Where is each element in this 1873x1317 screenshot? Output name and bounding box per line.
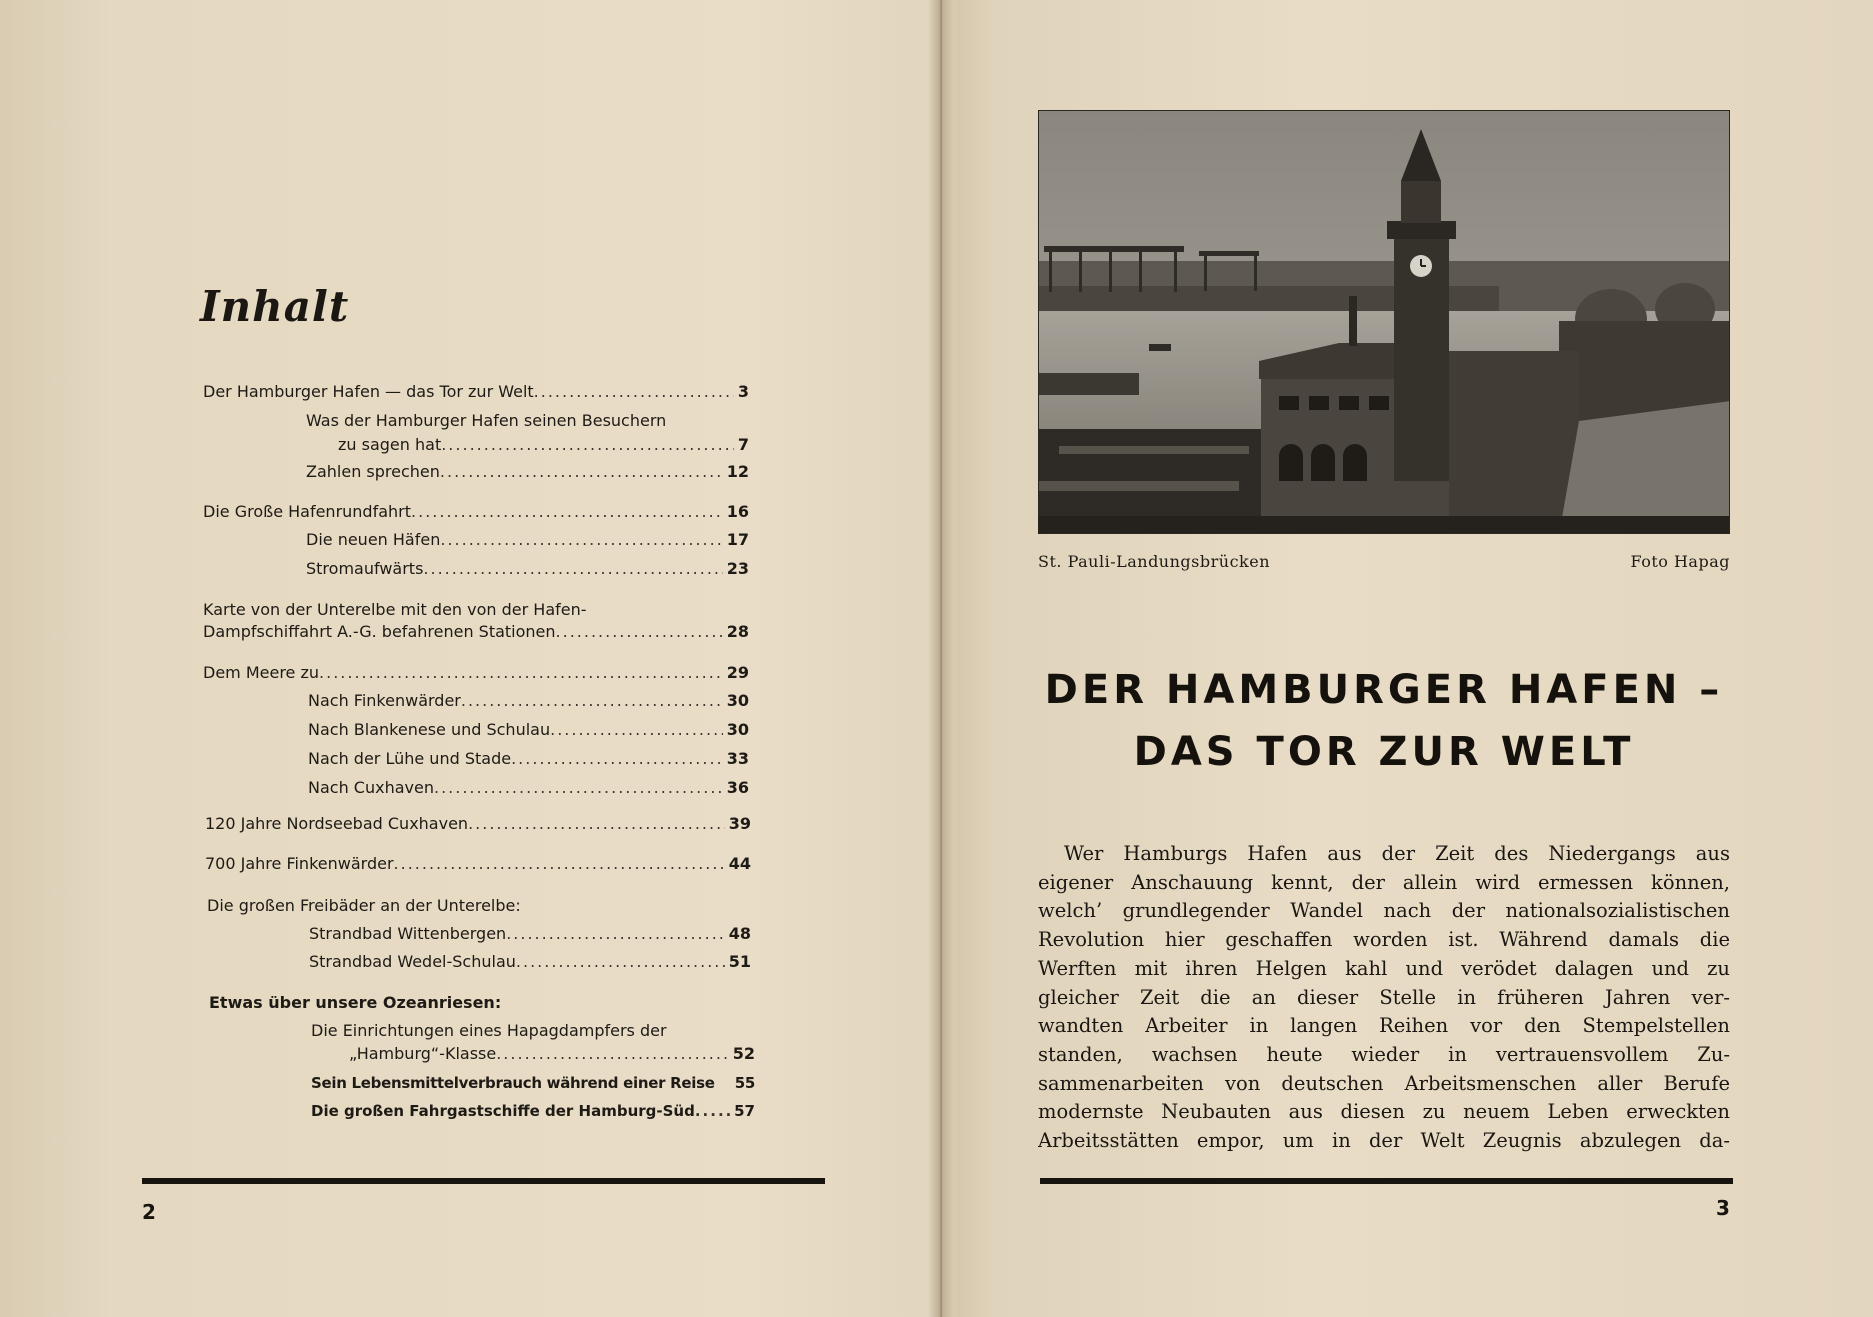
toc-entry: Strandbad Wedel-Schulau ..... 51 [309, 950, 751, 974]
toc-entry-line1: Die Einrichtungen eines Hapagdampfers der [311, 1021, 667, 1040]
body-line: Arbeitsstätten empor, um in der Welt Zeugnis abzulegen da- [1038, 1129, 1730, 1153]
toc-entry: Die großen Fahrgastschiffe der Hamburg-Süd ..... 57 [311, 1099, 755, 1123]
body-line: standen, wachsen heute wieder in vertrauensvollem Zu- [1038, 1042, 1730, 1066]
article-title-line2: DAS TOR ZUR WELT [1133, 729, 1635, 775]
body-line: modernste Neubauten aus diesen zu neuem Leben erweckten [1038, 1100, 1730, 1124]
footer-rule [1040, 1178, 1733, 1184]
left-page-contents [0, 0, 936, 1317]
toc-entry: Strandbad Wittenbergen ..... 48 [309, 922, 751, 946]
toc-entry: Nach Cuxhaven ..... 36 [308, 776, 749, 800]
right-page-article [946, 0, 1873, 1317]
toc-entry: Dampfschiffahrt A.-G. befahrenen Stationen ..... 28 [203, 620, 749, 644]
body-line: eigener Anschauung kennt, der allein wird ermessen können, [1038, 870, 1730, 894]
toc-entry: Der Hamburger Hafen — das Tor zur Welt ..... 3 [203, 380, 749, 404]
body-line: Werften mit ihren Helgen kahl und verödet dalagen und zu [1038, 956, 1730, 980]
toc-entry: Sein Lebensmittelverbrauch während einer Reise 55 [311, 1074, 755, 1092]
toc-entry: Nach Blankenese und Schulau ..... 30 [308, 718, 749, 742]
footer-rule [142, 1178, 825, 1184]
toc-entry: Stromaufwärts ..... 23 [306, 557, 749, 581]
toc-entry: zu sagen hat ..... 7 [338, 433, 749, 457]
toc-entry: Nach Finkenwärder ..... 30 [308, 689, 749, 713]
toc-entry: 120 Jahre Nordseebad Cuxhaven ..... 39 [205, 812, 751, 836]
toc-heading: Inhalt [200, 282, 350, 331]
photo-caption: St. Pauli-Landungsbrücken [1038, 552, 1270, 571]
toc-entry-line1: Karte von der Unterelbe mit den von der Hafen- [203, 600, 587, 619]
body-line: Wer Hamburgs Hafen aus der Zeit des Niedergangs aus [1064, 842, 1730, 865]
page-number: 2 [142, 1200, 156, 1224]
toc-entry: Nach der Lühe und Stade ..... 33 [308, 747, 749, 771]
article-title-line1: DER HAMBURGER HAFEN – [1044, 667, 1724, 713]
toc-entry: Zahlen sprechen ..... 12 [306, 460, 749, 484]
body-line: sammenarbeiten von deutschen Arbeitsmenschen aller Berufe [1038, 1071, 1730, 1095]
toc-section-heading: Die großen Freibäder an der Unterelbe: [207, 896, 521, 915]
article-body [1038, 840, 1730, 1156]
toc-entry: Die neuen Häfen ..... 17 [306, 528, 749, 552]
toc-entry-line1: Was der Hamburger Hafen seinen Besuchern [306, 411, 667, 430]
body-line: gleicher Zeit die an dieser Stelle in früheren Jahren ver- [1038, 985, 1730, 1009]
toc-entry: Dem Meere zu ..... 29 [203, 661, 749, 685]
photo-credit: Foto Hapag [1630, 552, 1730, 571]
harbor-photo [1038, 110, 1730, 534]
toc-entry: Die Große Hafenrundfahrt ..... 16 [203, 500, 749, 524]
body-line: Revolution hier geschaffen worden ist. Während damals die [1038, 928, 1730, 952]
toc-entry: 700 Jahre Finkenwärder ..... 44 [205, 852, 751, 876]
toc-entry: „Hamburg“-Klasse ..... 52 [349, 1042, 755, 1066]
body-line: wandten Arbeiter in langen Reihen vor den Stempelstellen [1038, 1014, 1730, 1038]
toc-section-heading: Etwas über unsere Ozeanriesen: [209, 993, 502, 1012]
body-line: welch’ grundlegender Wandel nach der nationalsozialistischen [1038, 899, 1730, 923]
page-number: 3 [1716, 1196, 1730, 1220]
